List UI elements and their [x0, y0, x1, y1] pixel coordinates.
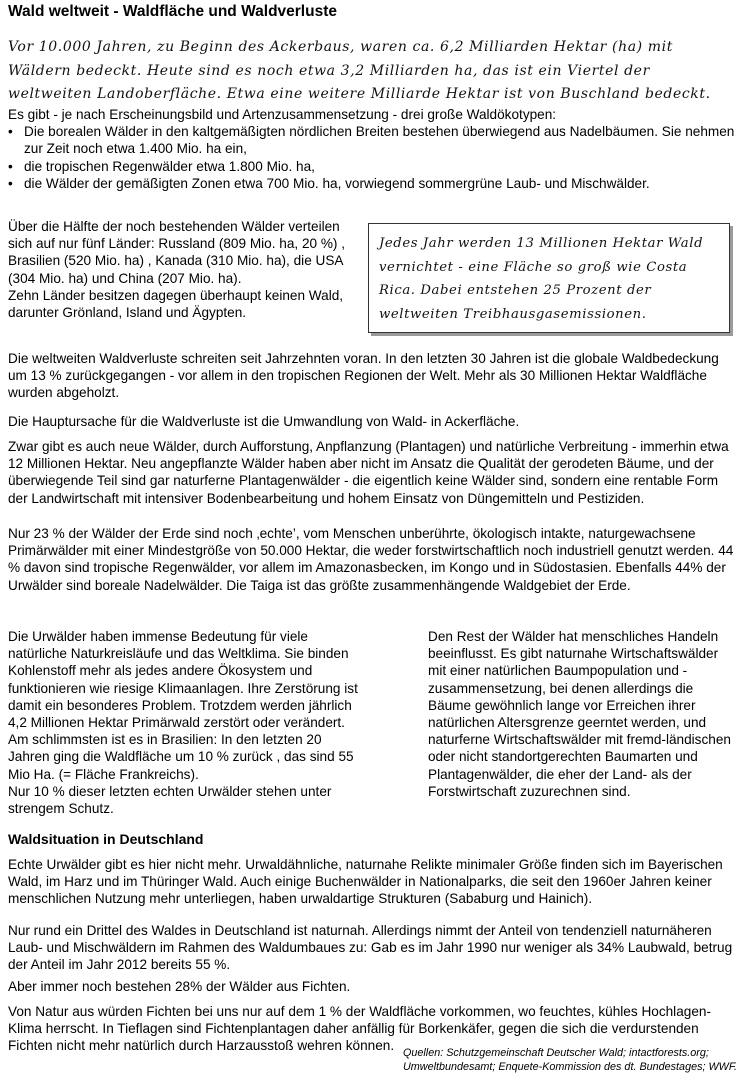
page-title: Wald weltweit - Waldfläche und Waldverluste [8, 3, 337, 20]
germany-paragraph-4: Von Natur aus würden Fichten bei uns nur auf dem 1 % der Waldfläche vorkommen, wo feuchtes, kühles Hochlagen-Klima herrscht. In Tieflagen sind Fichtenplantagen daher anfällig für Borkenkäfer, gegen die sich die verdurstenden Fichten nicht mehr natürlich durch Harzausstoß wehren können. [8, 1004, 711, 1054]
germany-paragraph-1: Echte Urwälder gibt es hier nicht mehr. Urwaldähnliche, naturnahe Relikte minimaler Größe finden sich im Bayerischen Wald, im Harz und im Thüringer Wald. Auch einige Buchenwälder in Nationalparks, die seit den 1960er Jahren keiner menschlichen Nutzung mehr unterliegen, haben urwaldartige Strukturen (Sababurg und Hainich). [8, 857, 723, 907]
callout-box [368, 223, 730, 333]
intro-handwritten: Vor 10.000 Jahren, zu Beginn des Ackerbaus, waren ca. 6,2 Milliarden Hektar (ha) mit Wäldern bedeckt. Heute sind es noch etwa 3,2 Milliarden ha, das ist ein Viertel der weltweiten Landoberfläche. Etwa eine weitere Milliarde Hektar ist von Buschland bedeckt. [8, 39, 711, 102]
sources-line: Umweltbundesamt; Enquete-Kommission des dt. Bundestages; WWF. [403, 1060, 738, 1073]
list-item: • die tropischen Regenwälder etwa 1.800 Mio. ha, [8, 158, 738, 175]
countries-text: Über die Hälfte der noch bestehenden Wälder verteilen sich auf nur fünf Länder: Russland (809 Mio. ha, 20 %) , Brasilien (520 Mio. ha) , Kanada (310 Mio. ha), die USA (304 Mio. ha) und China (207 Mio. ha). [8, 219, 346, 286]
primary-importance-text: Die Urwälder haben immense Bedeutung für viele natürliche Naturkreisläufe und das Weltklima. Sie binden Kohlenstoff mehr als jedes andere Ökosystem und funktionieren wie riesige Klimaanlagen. Ihre Zerstörung ist damit ein besonderes Problem. Trotzdem werden jährlich 4,2 Millionen Hektar Primärwald zerstört oder verändert. Am schlimmsten ist es in Brasilien: In den letzten 20 Jahren ging die Waldfläche um 10 % zurück , das sind 55 Mio Ha. (= Fläche Frankreichs). [8, 629, 358, 782]
no-forest-text: Zehn Länder besitzen dagegen überhaupt keinen Wald, darunter Grönland, Island und Ägypten. [8, 287, 344, 321]
forest-types-list [8, 123, 738, 192]
protection-text: Nur 10 % dieser letzten echten Urwälder stehen unter strengem Schutz. [8, 783, 332, 817]
germany-section-title: Waldsituation in Deutschland [8, 831, 204, 847]
managed-forests-column: Den Rest der Wälder hat menschliches Handeln beeinflusst. Es gibt naturnahe Wirtschaftswälder mit einer natürlichen Baumpopulation und -zusammensetzung, bei denen allerdings die Bäume gewöhnlich lange vor Erreichen ihrer natürlichen Altersgrenze geerntet werden, und naturferne Wirtschaftswälder mit fremd-ländischen oder nicht standortgerechten Baumarten und Plantagenwälder, die eher der Land- als der Forstwirtschaft zuzurechnen sind. [428, 629, 731, 799]
main-cause-paragraph: Die Hauptursache für die Waldverluste ist die Umwandlung von Wald- in Ackerfläche. [8, 414, 520, 429]
primary-importance-column [8, 628, 360, 817]
forest-types-section [8, 106, 738, 192]
primary-forests-paragraph: Nur 23 % der Wälder der Erde sind noch ‚echte’, vom Menschen unberührte, ökologisch intakte, naturgewachsene Primärwälder mit einer Mindestgröße von 50.000 Hektar, die weder forstwirtschaftlich noch industriell genutzt werden. 44 % davon sind tropische Regenwälder, vor allem im Amazonasbecken, im Kongo und in Südostasien. Ebenfalls 44% der Urwälder sind boreale Nadelwälder. Die Taiga ist das größte zusammenhängende Waldgebiet der Erde. [8, 526, 734, 593]
list-item: • die Wälder der gemäßigten Zonen etwa 700 Mio. ha, vorwiegend sommergrüne Laub- und Mischwälder. [8, 175, 738, 192]
sources-note [403, 1047, 743, 1074]
losses-paragraph: Die weltweiten Waldverluste schreiten seit Jahrzehnten voran. In den letzten 30 Jahren ist die globale Waldbedeckung um 13 % zurückgegangen - vor allem in den tropischen Regionen der Welt. Mehr als 30 Millionen Hektar Waldfläche wurden abgeholzt. [8, 351, 719, 401]
sources-line: Quellen: Schutzgemeinschaft Deutscher Wald; intactforests.org; [403, 1047, 709, 1059]
new-forests-paragraph: Zwar gibt es auch neue Wälder, durch Aufforstung, Anpflanzung (Plantagen) und natürliche Verbreitung - immerhin etwa 12 Millionen Hektar. Neu angepflanzte Wälder haben aber nicht im Ansatz die Qualität der gerodeten Bäume, und der überwiegende Teil sind gar naturferne Plantagenwälder - die eigentlich keine Wälder sind, sondern eine rentable Form der Landwirtschaft mit intensiver Bodenbearbeitung und hohem Einsatz von Düngemitteln und Pestiziden. [8, 439, 729, 506]
germany-paragraph-3: Aber immer noch bestehen 28% der Wälder aus Fichten. [8, 979, 351, 994]
countries-paragraph [8, 218, 360, 321]
callout-text: Jedes Jahr werden 13 Millionen Hektar Wald vernichtet - eine Fläche so groß wie Costa Rica. Dabei entstehen 25 Prozent der weltweiten Treibhausgasemissionen. [379, 236, 704, 322]
forest-types-lead: Es gibt - je nach Erscheinungsbild und Artenzusammensetzung - drei große Waldökotypen: [8, 107, 557, 122]
list-item: • Die borealen Wälder in den kaltgemäßigten nördlichen Breiten bestehen überwiegend aus Nadelbäumen. Sie nehmen zur Zeit noch etwa 1.400 Mio. ha ein, [8, 123, 738, 157]
germany-paragraph-2: Nur rund ein Drittel des Waldes in Deutschland ist naturnah. Allerdings nimmt der Anteil von tendenziell naturnäheren Laub- und Mischwäldern im Rahmen des Waldumbaues zu: Gab es im Jahr 1990 nur weniger als 34% Laubwald, betrug der Anteil im Jahr 2012 bereits 55 %. [8, 923, 733, 973]
